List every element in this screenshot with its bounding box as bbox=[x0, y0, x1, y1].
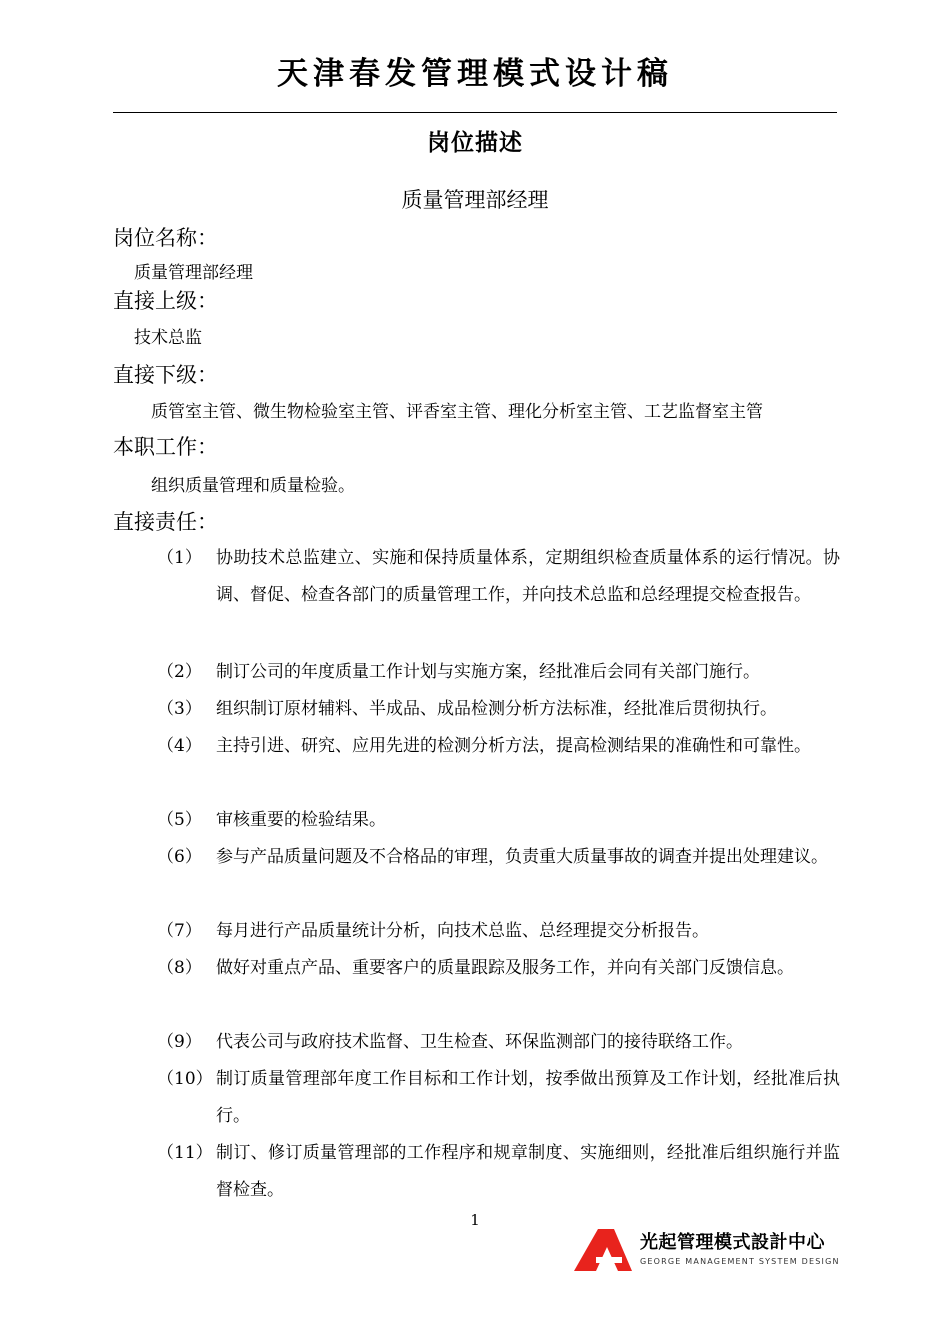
section-title: 岗位描述 bbox=[427, 130, 523, 156]
duty-number: （7） bbox=[157, 921, 202, 941]
field-label-position-name: 岗位名称： bbox=[113, 226, 218, 250]
field-value-position-name: 质量管理部经理 bbox=[134, 263, 253, 283]
duty-text: 代表公司与政府技术监督、卫生检查、环保监测部门的接待联络工作。 bbox=[216, 1032, 743, 1052]
duty-text: 主持引进、研究、应用先进的检测分析方法，提高检测结果的准确性和可靠性。 bbox=[216, 736, 811, 756]
field-value-direct-superior: 技术总监 bbox=[134, 328, 202, 348]
duty-text: 参与产品质量问题及不合格品的审理，负责重大质量事故的调查并提出处理建议。 bbox=[216, 847, 828, 867]
duty-text: 每月进行产品质量统计分析，向技术总监、总经理提交分析报告。 bbox=[216, 921, 709, 941]
position-title: 质量管理部经理 bbox=[401, 188, 549, 212]
logo-a-bar bbox=[596, 1257, 622, 1263]
field-label-direct-subordinates: 直接下级： bbox=[113, 363, 218, 387]
title-divider bbox=[113, 112, 837, 113]
duty-number: （3） bbox=[157, 699, 202, 719]
duty-text: 协助技术总监建立、实施和保持质量体系，定期组织检查质量体系的运行情况。协调、督促、检查各部门的质量管理工作，并向技术总监和总经理提交检查报告。 bbox=[216, 548, 840, 605]
duty-number: （9） bbox=[157, 1032, 202, 1052]
page-number: 1 bbox=[470, 1211, 480, 1229]
duty-number: （5） bbox=[157, 810, 202, 830]
logo-chinese-text: 光起管理模式設計中心 bbox=[640, 1232, 825, 1253]
logo-english-text: GEORGE MANAGEMENT SYSTEM DESIGN bbox=[640, 1257, 840, 1266]
field-label-direct-superior: 直接上级： bbox=[113, 289, 218, 313]
duty-number: （4） bbox=[157, 736, 202, 756]
document-title: 天津春发管理模式设计稿 bbox=[277, 56, 673, 92]
field-value-direct-subordinates: 质管室主管、微生物检验室主管、评香室主管、理化分析室主管、工艺监督室主管 bbox=[151, 402, 763, 422]
duties-label: 直接责任： bbox=[113, 510, 218, 534]
duty-text: 组织制订原材辅料、半成品、成品检测分析方法标准，经批准后贯彻执行。 bbox=[216, 699, 777, 719]
duty-number: （2） bbox=[157, 662, 202, 682]
duty-text: 做好对重点产品、重要客户的质量跟踪及服务工作，并向有关部门反馈信息。 bbox=[216, 958, 794, 978]
duty-number: （10） bbox=[157, 1069, 213, 1089]
logo-a-mark bbox=[574, 1229, 632, 1271]
duty-text: 审核重要的检验结果。 bbox=[216, 810, 386, 830]
duty-text: 制订质量管理部年度工作目标和工作计划，按季做出预算及工作计划，经批准后执行。 bbox=[216, 1069, 840, 1126]
duty-text: 制订公司的年度质量工作计划与实施方案，经批准后会同有关部门施行。 bbox=[216, 662, 760, 682]
duty-number: （11） bbox=[157, 1143, 213, 1163]
duty-number: （6） bbox=[157, 847, 202, 867]
field-label-main-work: 本职工作： bbox=[113, 435, 218, 459]
duty-number: （1） bbox=[157, 548, 202, 568]
duty-number: （8） bbox=[157, 958, 202, 978]
field-value-main-work: 组织质量管理和质量检验。 bbox=[151, 476, 355, 496]
duty-text: 制订、修订质量管理部的工作程序和规章制度、实施细则，经批准后组织施行并监督检查。 bbox=[216, 1143, 840, 1200]
